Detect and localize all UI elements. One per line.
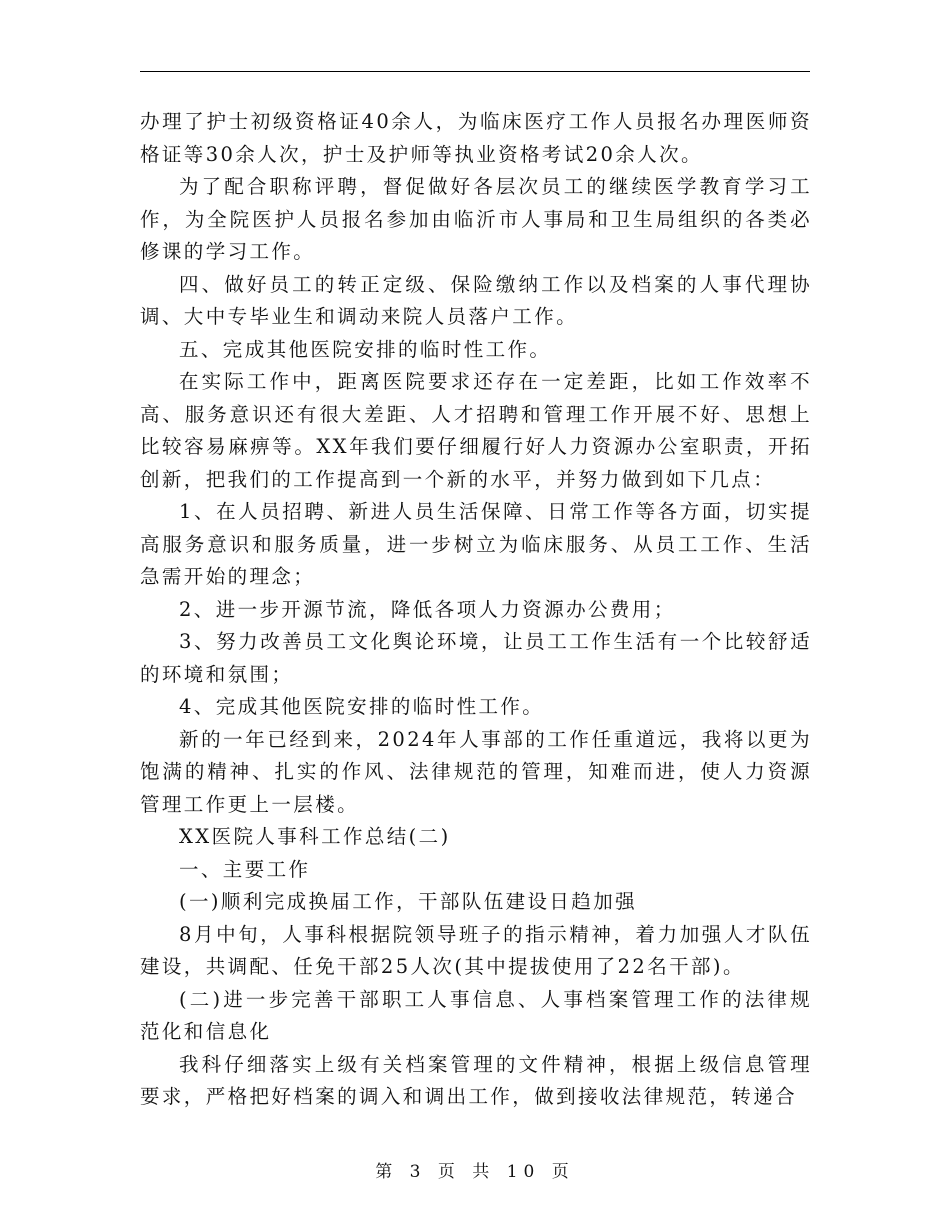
paragraph-continuation: 办理了护士初级资格证40余人，为临床医疗工作人员报名办理医师资格证等30余人次，护士及护师等执业资格考试20余人次。 bbox=[140, 110, 812, 166]
subsection-heading: (二)进一步完善干部职工人事信息、人事档案管理工作的法律规范化和信息化 bbox=[140, 987, 812, 1043]
paragraph: 8月中旬，人事科根据院领导班子的指示精神，着力加强人才队伍建设，共调配、任免干部25人次(其中提拔使用了22名干部)。 bbox=[140, 922, 812, 978]
paragraph: 四、做好员工的转正定级、保险缴纳工作以及档案的人事代理协调、大中专毕业生和调动来院人员落户工作。 bbox=[140, 272, 812, 328]
paragraph: 为了配合职称评聘，督促做好各层次员工的继续医学教育学习工作，为全院医护人员报名参加由临沂市人事局和卫生局组织的各类必修课的学习工作。 bbox=[140, 175, 812, 263]
section-heading: 一、主要工作 bbox=[179, 857, 311, 881]
paragraph: 在实际工作中，距离医院要求还存在一定差距，比如工作效率不高、服务意识还有很大差距、人才招聘和管理工作开展不好、思想上比较容易麻痹等。XX年我们要仔细履行好人力资源办公室职责，开拓创新，把我们的工作提高到一个新的水平，并努力做到如下几点： bbox=[140, 370, 812, 491]
section-title: XX医院人事科工作总结(二) bbox=[179, 825, 451, 848]
header-rule bbox=[140, 71, 810, 72]
paragraph: 我科仔细落实上级有关档案管理的文件精神，根据上级信息管理要求，严格把好档案的调入和调出工作，做到接收法律规范，转递合 bbox=[140, 1052, 812, 1108]
list-item: 1、在人员招聘、新进人员生活保障、日常工作等各方面，切实提高服务意识和服务质量，进一步树立为临床服务、从员工工作、生活急需开始的理念； bbox=[140, 500, 812, 588]
list-item: 2、进一步开源节流，降低各项人力资源办公费用； bbox=[179, 597, 676, 621]
list-item: 3、努力改善员工文化舆论环境，让员工工作生活有一个比较舒适的环境和氛围； bbox=[140, 630, 812, 686]
page-number-footer: 第 3 页 共 10 页 bbox=[375, 1162, 575, 1182]
subsection-heading: (一)顺利完成换届工作，干部队伍建设日趋加强 bbox=[179, 890, 638, 913]
paragraph: 新的一年已经到来，2024年人事部的工作任重道远，我将以更为饱满的精神、扎实的作风、法律规范的管理，知难而进，使人力资源管理工作更上一层楼。 bbox=[140, 727, 812, 816]
paragraph: 五、完成其他医院安排的临时性工作。 bbox=[179, 337, 552, 361]
document-body bbox=[140, 106, 812, 1114]
list-item: 4、完成其他医院安排的临时性工作。 bbox=[179, 695, 545, 718]
